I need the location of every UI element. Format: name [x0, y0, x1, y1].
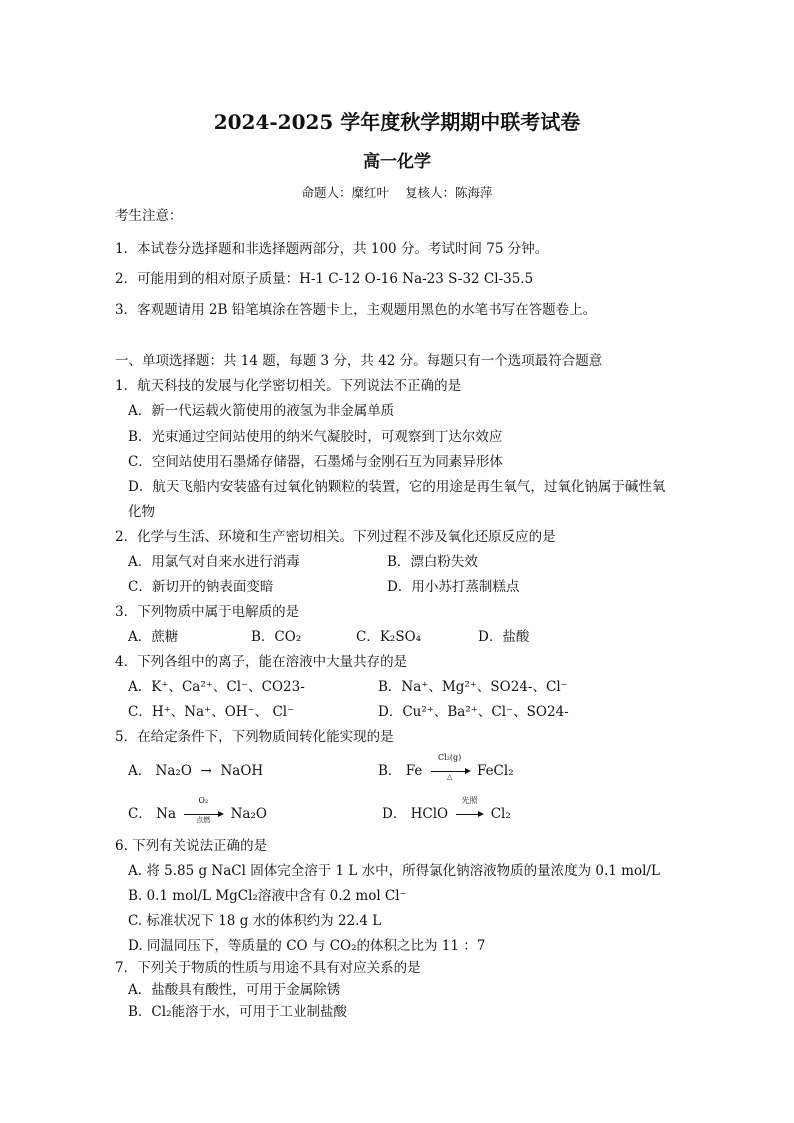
q7-option-b: B．Cl₂能溶于水，可用于工业制盐酸 [128, 1004, 347, 1020]
q1-option-d: D．航天飞船内安装盛有过氧化钠颗粒的装置，它的用途是再生氧气，过氧化钠属于碱性氧 [128, 479, 666, 495]
notice-item-1: 1．本试卷分选择题和非选择题两部分，共 100 分。考试时间 75 分钟。 [115, 241, 549, 257]
q5-a-right: NaOH [220, 763, 264, 779]
q3-option-d: D．盐酸 [478, 629, 530, 645]
q4-a-ion: 23- [283, 679, 305, 695]
q5-c-label: C． [128, 806, 152, 822]
q5-c-condition: O₂ [198, 796, 209, 805]
q2-option-b: B．漂白粉失效 [387, 554, 478, 570]
q5-stem: 5．在给定条件下，下列物质间转化能实现的是 [115, 729, 394, 745]
q4-b-text: B．Na⁺、Mg²⁺、SO [378, 679, 511, 695]
reaction-arrow-icon [429, 753, 471, 781]
author-line [0, 183, 794, 201]
notice-item-3: 3．客观题请用 2B 铅笔填涂在答题卡上，主观题用黑色的水笔书写在答题卷上。 [115, 302, 597, 318]
q2-option-a: A．用氯气对自来水进行消毒 [128, 554, 300, 570]
q5-d-label: D． [382, 806, 407, 822]
q5-option-b [378, 753, 514, 781]
q1-option-d-cont: 化物 [128, 504, 155, 520]
exam-subject: 高一化学 [363, 152, 431, 172]
q6-option-c: C. 标准状况下 18 g 水的体积约为 22.4 L [128, 913, 382, 929]
q5-option-a [128, 762, 263, 780]
q5-b-left: Fe [405, 763, 423, 779]
notice-heading: 考生注意： [115, 208, 183, 224]
q5-c-left: Na [156, 806, 177, 822]
reaction-arrow-icon [182, 796, 224, 824]
q5-option-d [382, 796, 511, 823]
q5-d-condition: 光照 [461, 796, 478, 805]
q4-stem: 4．下列各组中的离子，能在溶液中大量共存的是 [115, 654, 408, 670]
q4-option-a [128, 678, 305, 696]
q6-option-d: D. 同温同压下，等质量的 CO 与 CO₂的体积之比为 11 ：7 [128, 938, 486, 954]
q4-b-ion: 24- [510, 679, 533, 695]
q5-a-label: A． [128, 763, 152, 779]
q3-stem: 3．下列物质中属于电解质的是 [115, 604, 300, 620]
q2-option-c: C．新切开的钠表面变暗 [128, 579, 274, 595]
exam-title: 2024-2025 学年度秋学期期中联考试卷 [213, 110, 581, 134]
q3-option-c: C．K₂SO₄ [356, 629, 422, 645]
q4-option-d [378, 703, 569, 721]
q4-b-tail: 、Cl⁻ [532, 679, 568, 695]
q4-d-ion: 24- [546, 704, 569, 720]
q5-c-condition-below: 点燃 [196, 816, 211, 824]
q2-option-d: D．用小苏打蒸制糕点 [387, 579, 520, 595]
q6-stem: 6. 下列有关说法正确的是 [115, 838, 268, 854]
q4-d-text: D．Cu²⁺、Ba²⁺、Cl⁻、SO [378, 704, 547, 720]
q4-option-c: C．H⁺、Na⁺、OH⁻、 Cl⁻ [128, 704, 295, 720]
q5-c-right: Na₂O [230, 806, 267, 822]
q1-option-a: A．新一代运载火箭使用的液氢为非金属单质 [128, 403, 395, 419]
q1-stem: 1．航天科技的发展与化学密切相关。下列说法不正确的是 [115, 378, 462, 394]
reviewer: 复核人：陈海萍 [404, 185, 493, 200]
notice-item-2: 2．可能用到的相对原子质量：H-1 C-12 O-16 Na-23 S-32 Cl-35.5 [115, 271, 534, 287]
q3-option-a: A．蔗糖 [128, 629, 179, 645]
q1-option-c: C．空间站使用石墨烯存储器，石墨烯与金刚石互为同素异形体 [128, 454, 503, 470]
q7-option-a: A．盐酸具有酸性，可用于金属除锈 [128, 982, 341, 998]
q5-b-condition-below: △ [446, 773, 453, 781]
section-heading: 一、单项选择题：共 14 题，每题 3 分，共 42 分。每题只有一个选项最符合题意 [115, 353, 603, 369]
q5-d-left: HClO [410, 806, 449, 822]
q1-option-b: B．光束通过空间站使用的纳米气凝胶时，可观察到丁达尔效应 [128, 429, 503, 445]
arrow-bar [456, 814, 482, 815]
q7-stem: 7．下列关于物质的性质与用途不具有对应关系的是 [115, 960, 421, 976]
q5-b-label: B． [378, 763, 402, 779]
reaction-arrow-icon [454, 796, 484, 823]
q6-option-a: A. 将 5.85 g NaCl 固体完全溶于 1 L 水中，所得氯化钠溶液物质的量浓度为 0.1 mol/L [128, 863, 660, 879]
q3-option-b: B．CO₂ [251, 629, 302, 645]
q5-option-c [128, 796, 267, 824]
q5-d-right: Cl₂ [490, 806, 511, 822]
q4-a-text: A．K⁺、Ca²⁺、Cl⁻、CO [128, 679, 284, 695]
arrow-bar [184, 814, 222, 815]
q5-b-condition: Cl₂(g) [438, 753, 462, 762]
q4-option-b [378, 678, 568, 696]
q5-a-left: Na₂O [155, 763, 192, 779]
q6-option-b: B. 0.1 mol/L MgCl₂溶液中含有 0.2 mol Cl⁻ [128, 888, 407, 904]
arrow-bar [431, 771, 469, 772]
q2-stem: 2．化学与生活、环境和生产密切相关。下列过程不涉及氧化还原反应的是 [115, 529, 556, 545]
q5-b-right: FeCl₂ [476, 763, 514, 779]
right-arrow-icon: → [200, 763, 212, 779]
author: 命题人：糜红叶 [301, 185, 389, 200]
